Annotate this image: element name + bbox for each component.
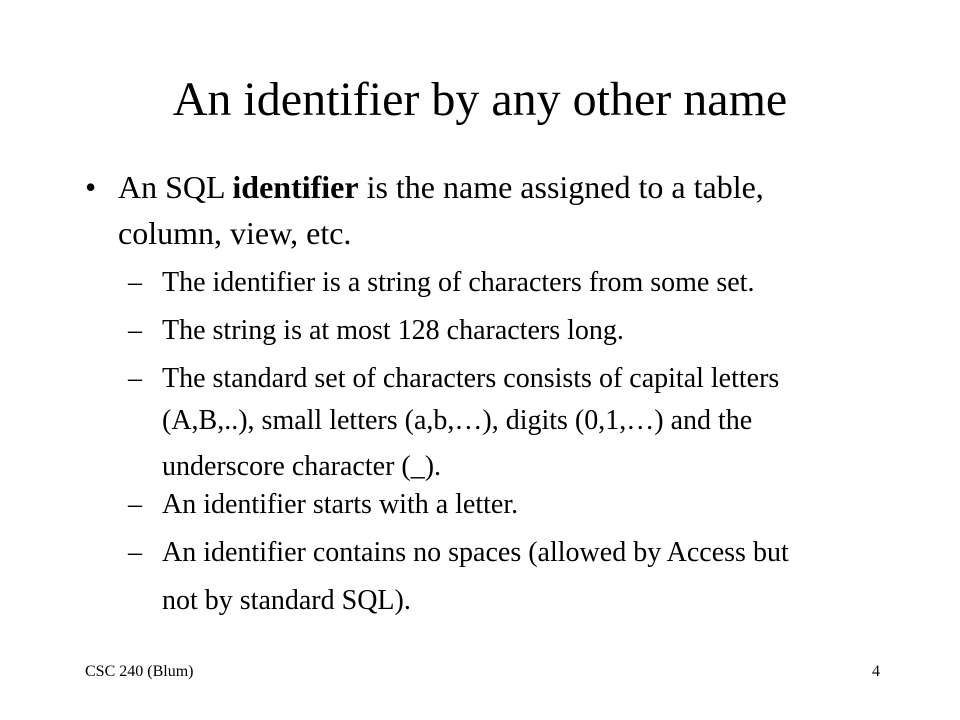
sub-bullet-line: The standard set of characters consists of capital letters [162, 363, 780, 394]
sub-bullet-text [162, 262, 892, 304]
main-bullet-line-1-before: An SQL [118, 169, 233, 205]
slide-title: An identifier by any other name [172, 73, 788, 126]
sub-bullet-line: An identifier starts with a letter. [162, 489, 519, 520]
sub-bullet-line: underscore character (_). [162, 451, 442, 482]
sub-bullet-text [162, 310, 892, 352]
sub-bullet-dash: – [128, 363, 142, 394]
footer-course: CSC 240 (Blum) [85, 663, 194, 680]
footer-page-number: 4 [872, 663, 880, 680]
identifier-term: identifier [232, 169, 359, 205]
sub-bullet-dash: – [128, 315, 142, 346]
main-bullet-line-2: column, view, etc. [118, 215, 352, 251]
sub-bullet-line: not by standard SQL). [162, 585, 411, 616]
main-bullet-line-1-after: is the name assigned to a table, [358, 169, 764, 205]
main-bullet-text [118, 164, 888, 256]
sub-bullet-text [162, 358, 892, 488]
sub-bullet-line: (A,B,..), small letters (a,b,…), digits (0,1,…) and the [162, 405, 753, 436]
sub-bullet-line: The identifier is a string of characters from some set. [162, 267, 755, 298]
sub-bullet-text [162, 532, 892, 622]
main-bullet-line-1 [118, 164, 888, 210]
sub-bullet-dash: – [128, 537, 142, 568]
sub-bullet-line: An identifier contains no spaces (allowed by Access but [162, 537, 789, 568]
sub-bullet-dash: – [128, 489, 142, 520]
sub-bullet-line: The string is at most 128 characters long. [162, 315, 624, 346]
sub-bullet-text [162, 484, 892, 526]
sub-bullet-dash: – [128, 267, 142, 298]
bullet-marker: • [85, 169, 97, 205]
